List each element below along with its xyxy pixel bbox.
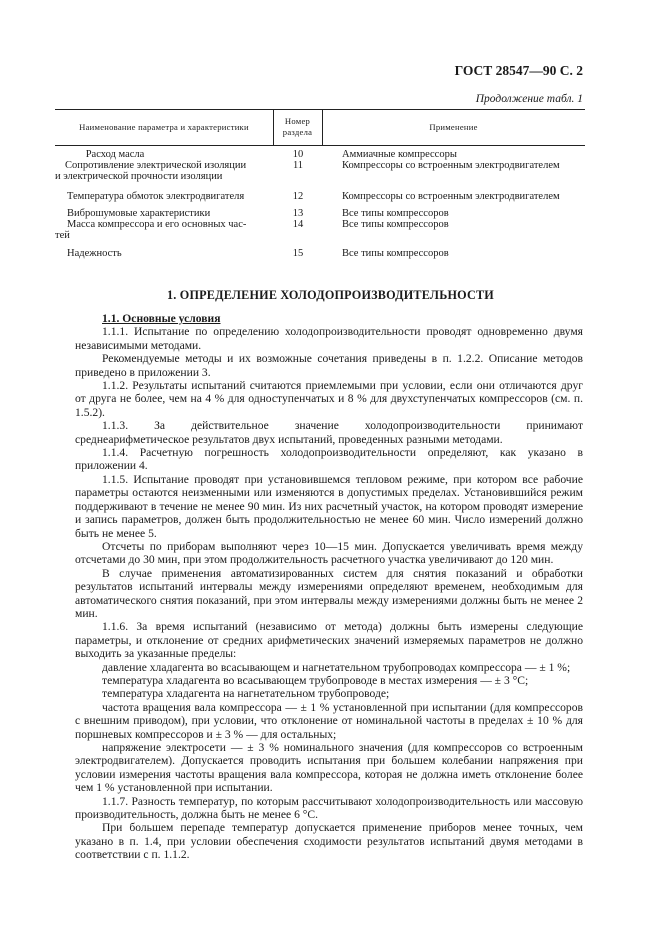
subsection-title: 1.1. Основные условия <box>102 312 221 325</box>
row-application: Компрессоры со встроенным электродвигателем <box>342 191 560 202</box>
body-text <box>75 312 583 862</box>
row-parameter: Расход масла <box>85 149 145 160</box>
table-header-rule <box>55 145 585 146</box>
list-item: напряжение электросети — ± 3 % номинального значения (для компрессоров со встроенным электродвигателем). Допускается проводить испытания при большем колебании напряжения при условии измерения частоты вращения вала компрессора, которая не должна иметь отклонение более чем 1 % установленной при испытании. <box>75 741 583 795</box>
list-item: давление хладагента во всасывающем и нагнетательном трубопроводах компрессора — ± 1 %; <box>102 660 571 674</box>
row-application: Все типы компрессоров <box>342 219 449 230</box>
paragraph: Отсчеты по приборам выполняют через 10—15 мин. Допускается увеличивать время между отсчетами до 30 мин, при этом продолжительность расчетного участка увеличивают до 120 мин. <box>75 539 583 567</box>
paragraph: 1.1.1. Испытание по определению холодопроизводительности проводят одновременно двумя независимыми методами. <box>75 325 583 352</box>
row-parameter-line2: и электрической прочности изоляции <box>55 171 223 182</box>
row-parameter: Температура обмоток электродвигателя <box>67 191 245 202</box>
col-header-section <box>273 116 322 138</box>
document-header: ГОСТ 28547—90 С. 2 <box>454 63 583 78</box>
paragraph: 1.1.7. Разность температур, по которым рассчитывают холодопроизводительность или массовую производительность, должна быть не менее 6 °С. <box>75 794 583 822</box>
table-continuation-label: Продолжение табл. 1 <box>475 93 583 105</box>
table-top-rule <box>55 109 585 110</box>
paragraph: 1.1.5. Испытание проводят при установившемся тепловом режиме, при котором все рабочие параметры остаются неизменными или изменяются в допустимых пределах. Установившийся режим поддерживают в течение не менее 90 мин. Из них расчетный участок, на котором проводят измерение и запись параметров, должен быть продолжительностью не менее 60 мин. Число измерений должно быть не менее 5. <box>75 472 583 540</box>
row-section: 14 <box>292 219 304 230</box>
row-parameter: Виброшумовые характеристики <box>67 208 211 219</box>
paragraph: 1.1.6. За время испытаний (независимо от метода) должны быть измерены следующие параметры, и отклонение от средних арифметических значений измеряемых параметров не должно выходить за указанные пределы: <box>75 620 583 661</box>
row-application: Аммиачные компрессоры <box>342 149 457 160</box>
list-item: частота вращения вала компрессора — ± 1 % установленной при испытании (для компрессоров с внешним приводом), при условии, что отклонение от номинальной частоты в пределах ± 10 % для поршневых компрессоров и ± 3 % — для остальных; <box>75 700 583 741</box>
row-application: Компрессоры со встроенным электродвигателем <box>342 160 560 171</box>
row-parameter-line2: тей <box>55 230 70 241</box>
col-header-application: Применение <box>429 122 478 132</box>
row-section: 12 <box>292 191 304 202</box>
list-item: температура хладагента на нагнетательном трубопроводе; <box>102 687 390 701</box>
row-section: 13 <box>292 208 304 219</box>
col-header-parameter: Наименование параметра и характеристики <box>79 122 249 132</box>
paragraph: 1.1.2. Результаты испытаний считаются приемлемыми при условии, если они отличаются друг от друга не более, чем на 4 % для одноступенчатых и 8 % для двухступенчатых компрессоров (см. п. 1.5.2). <box>75 379 583 419</box>
paragraph: Рекомендуемые методы и их возможные сочетания приведены в п. 1.2.2. Описание методов приведено в приложении 3. <box>75 352 583 379</box>
col-header-section-line2: раздела <box>282 127 313 137</box>
paragraph: 1.1.3. За действительное значение холодопроизводительности принимают среднеарифметическое результатов двух испытаний, проведенных разными методами. <box>75 419 583 446</box>
row-section: 11 <box>292 160 304 171</box>
col-header-section-line1: Номер <box>284 116 311 126</box>
row-parameter-line1: Сопротивление электрической изоляции <box>65 160 247 171</box>
section-title: 1. ОПРЕДЕЛЕНИЕ ХОЛОДОПРОИЗВОДИТЕЛЬНОСТИ <box>167 288 494 302</box>
paragraph: 1.1.4. Расчетную погрешность холодопроизводительности определяют, как указано в приложении 4. <box>75 446 583 473</box>
row-section: 15 <box>292 248 304 259</box>
list-item: температура хладагента во всасывающем трубопроводе в местах измерения — ± 3 °С; <box>102 673 529 687</box>
row-parameter-line1: Масса компрессора и его основных час- <box>67 219 247 230</box>
row-parameter: Надежность <box>67 248 122 259</box>
row-application: Все типы компрессоров <box>342 208 449 219</box>
row-application: Все типы компрессоров <box>342 248 449 259</box>
paragraph: В случае применения автоматизированных систем для снятия показаний и обработки результатов испытаний интервалы между измерениями определяют временем, необходимым для автоматического снятия показаний, при этом интервалы между измерениями должны быть не менее 2 мин. <box>75 566 583 620</box>
row-section: 10 <box>292 149 304 160</box>
paragraph: При большем перепаде температур допускается применение приборов менее точных, чем указано в п. 1.4, при условии обеспечения сходимости результатов испытаний двумя методами в соответствии с п. 1.1.2. <box>75 821 583 862</box>
